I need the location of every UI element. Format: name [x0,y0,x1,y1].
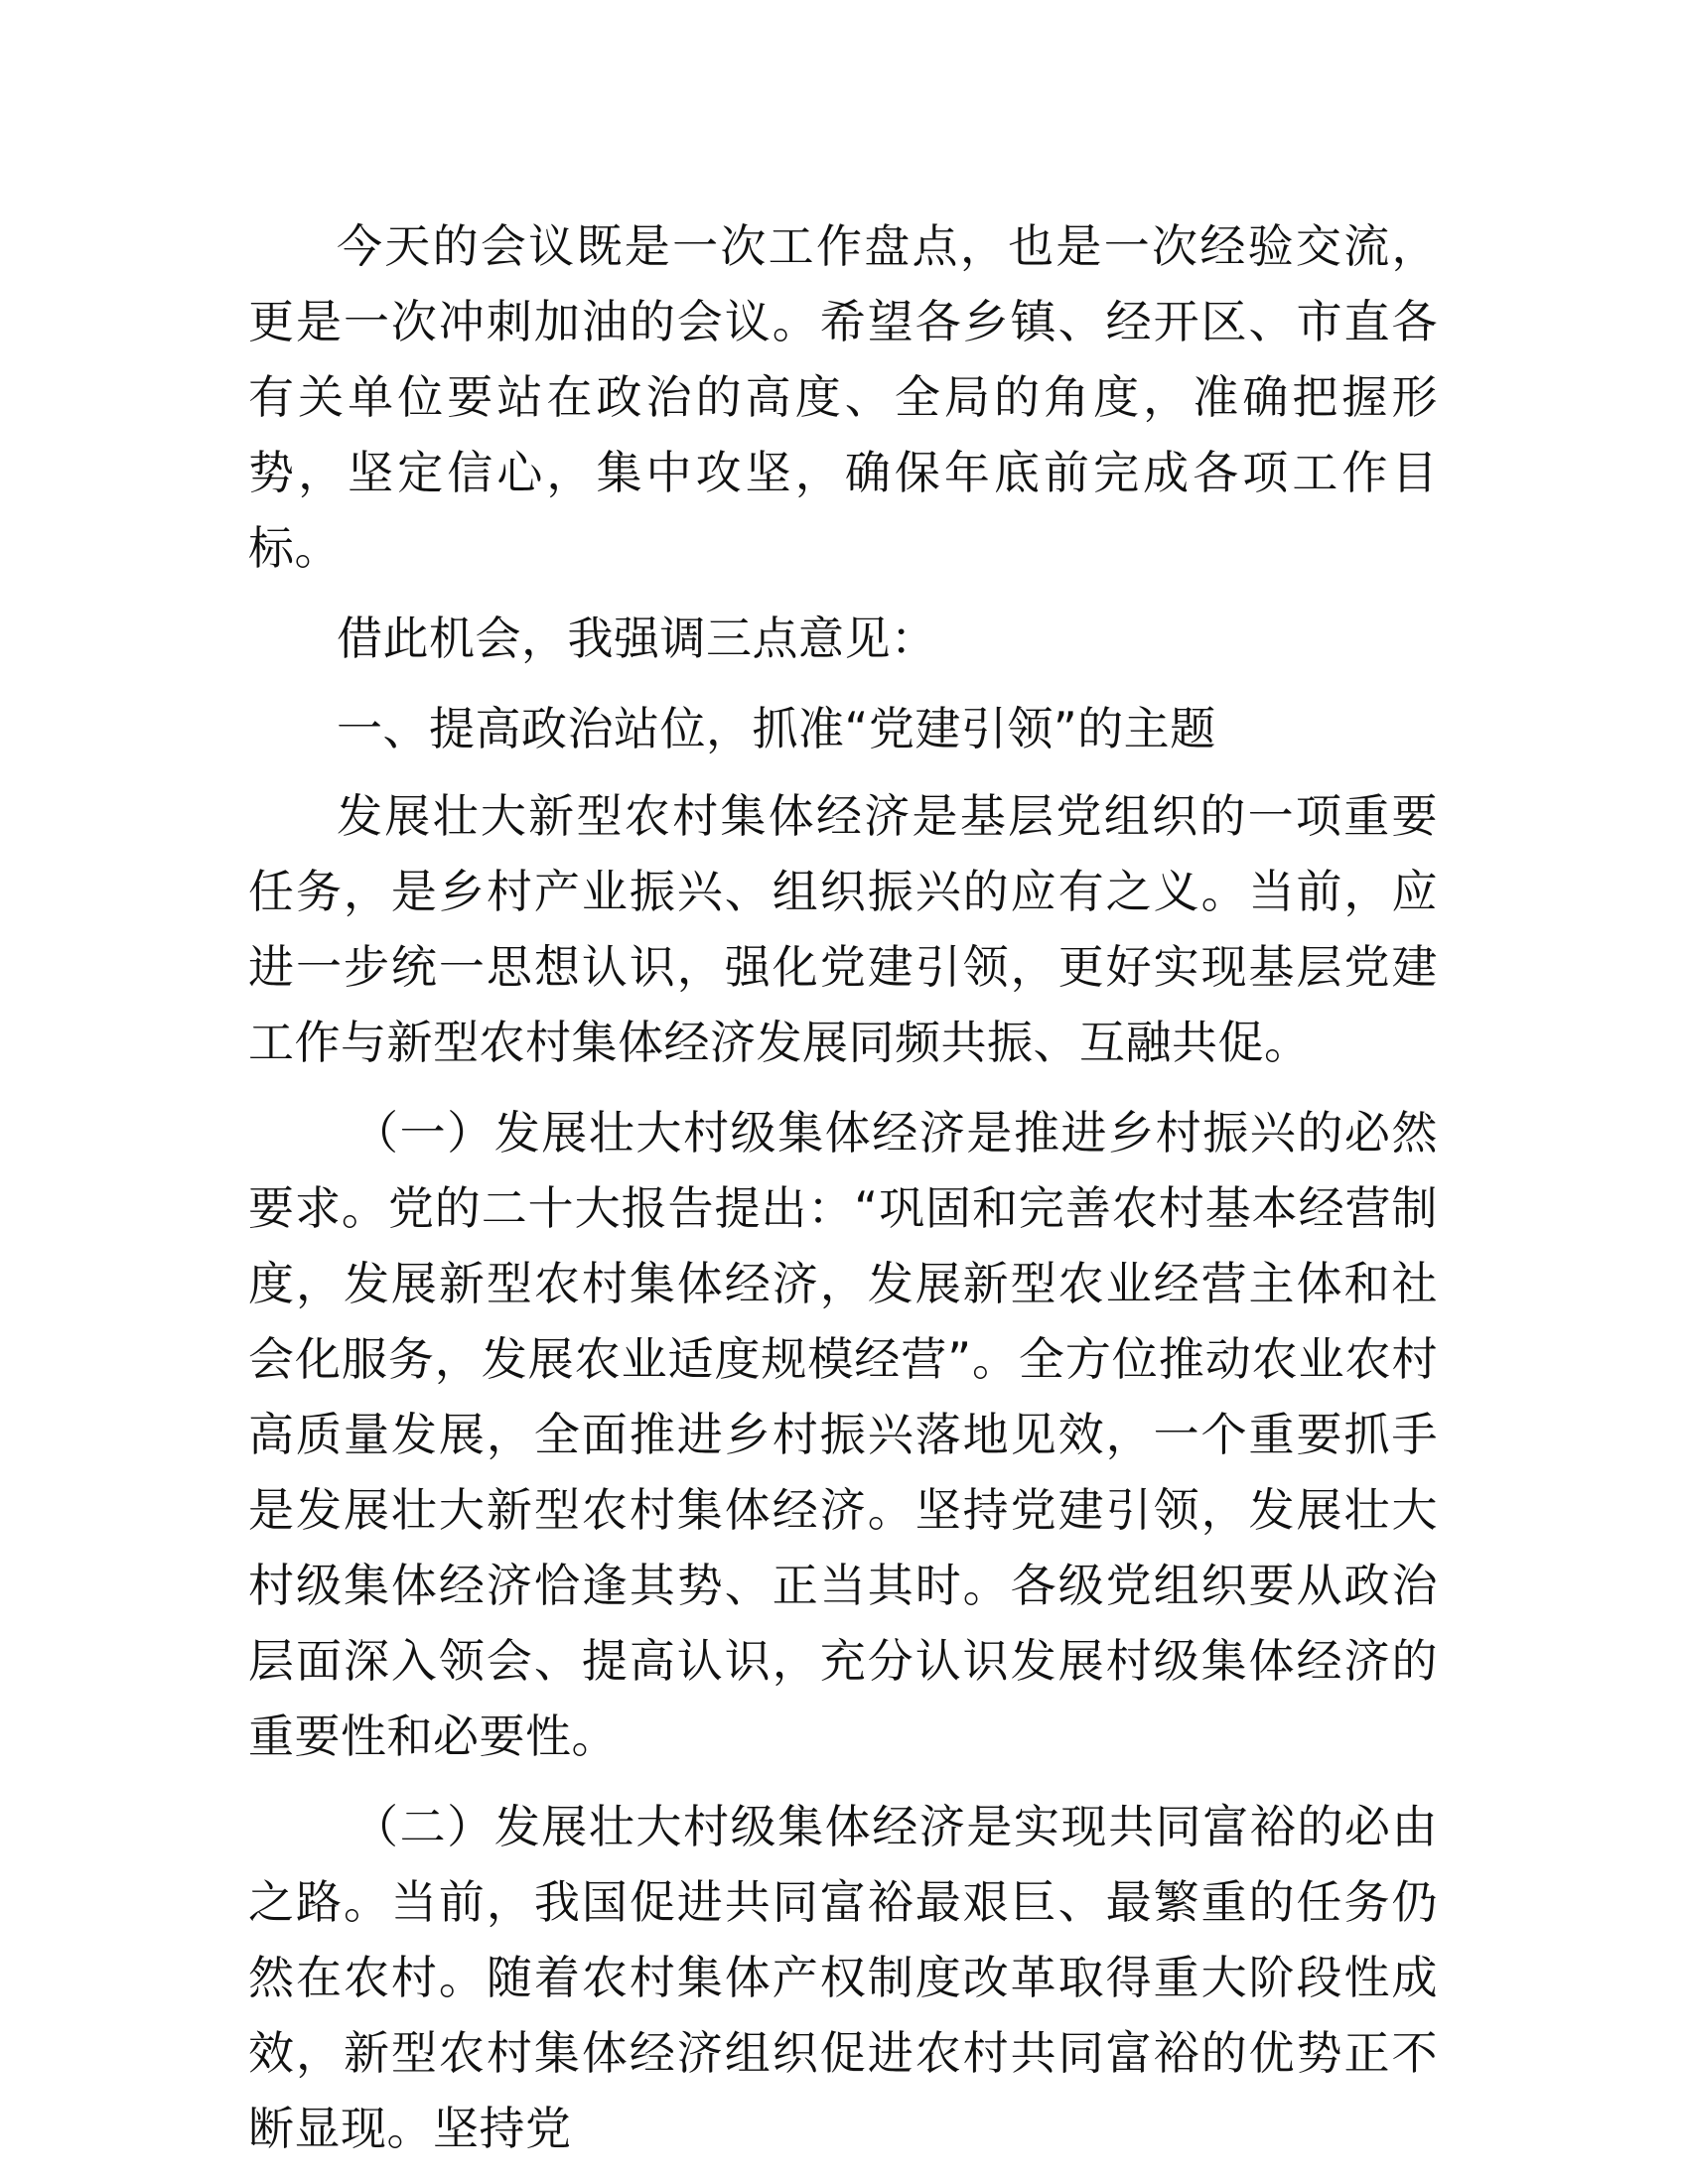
paragraph-meeting-summary: 今天的会议既是一次工作盘点，也是一次经验交流，更是一次冲刺加油的会议。希望各乡镇、经开区、市直各有关单位要站在政治的高度、全局的角度，准确把握形势，坚定信心，集中攻坚，确保年底前完成各项工作目标。 [248,219,1438,575]
paragraph-party-building: 发展壮大新型农村集体经济是基层党组织的一项重要任务，是乡村产业振兴、组织振兴的应有之义。当前，应进一步统一思想认识，强化党建引领，更好实现基层党建工作与新型农村集体经济发展同频共振、互融共促。 [248,789,1438,1069]
document-body [248,208,1438,2181]
subsection-two-paragraph: （二）发展壮大村级集体经济是实现共同富裕的必由之路。当前，我国促进共同富裕最艰巨、最繁重的任务仍然在农村。随着农村集体产权制度改革取得重大阶段性成效，新型农村集体经济组织促进农村共同富裕的优势正不断显现。坚持党 [248,1800,1438,2155]
paragraph-three-points-intro: 借此机会，我强调三点意见： [337,612,937,665]
section-heading-one: 一、提高政治站位，抓准“党建引领”的主题 [337,702,1216,755]
subsection-one-paragraph: （一）发展壮大村级集体经济是推进乡村振兴的必然要求。党的二十大报告提出：“巩固和完善农村基本经营制度，发展新型农村集体经济，发展新型农业经营主体和社会化服务，发展农业适度规模经营”。全方位推动农业农村高质量发展，全面推进乡村振兴落地见效，一个重要抓手是发展壮大新型农村集体经济。坚持党建引领，发展壮大村级集体经济恰逢其势、正当其时。各级党组织要从政治层面深入领会、提高认识，充分认识发展村级集体经济的重要性和必要性。 [248,1106,1438,1763]
